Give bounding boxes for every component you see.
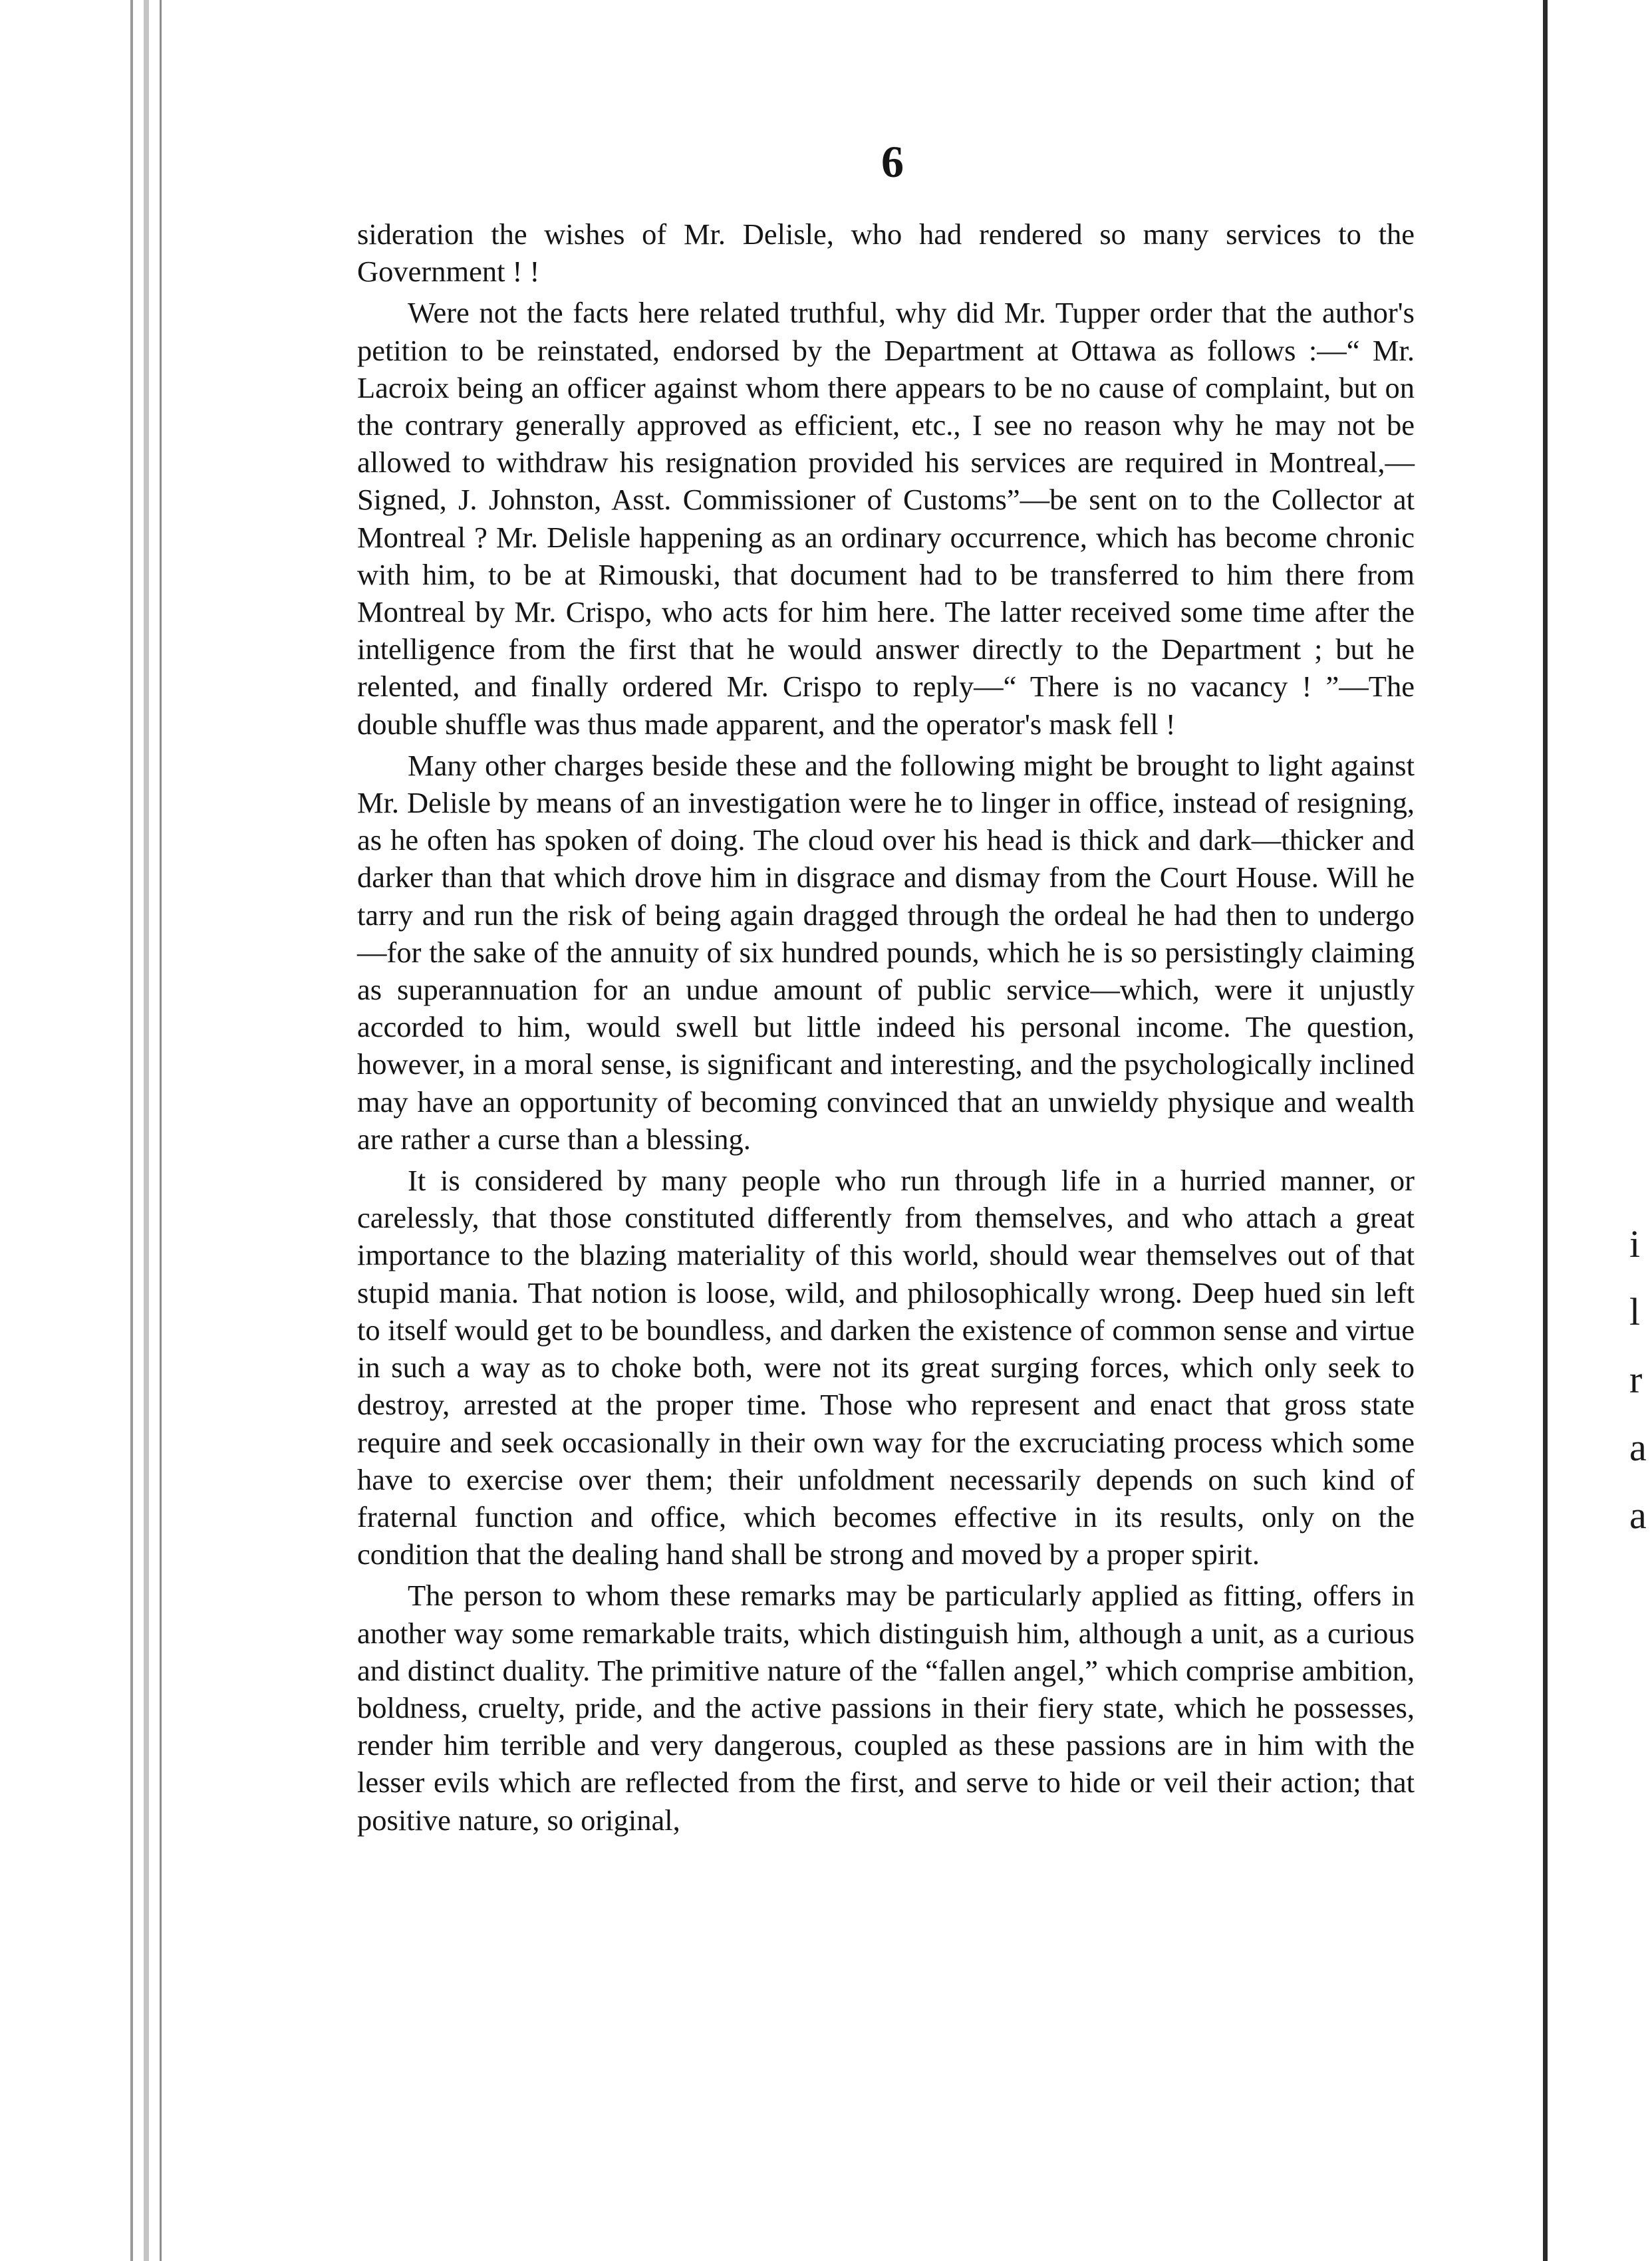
paragraph: Were not the facts here related truthful, why did Mr. Tupper order that the author's petition to be reinstated, endorsed by the Department at Ottawa as follows :—“ Mr. Lacroix being an officer against whom there appears to be no cause of complaint, but on the contrary generally approved as efficient, etc., I see no reason why he may not be allowed to withdraw his resignation provided his services are required in Montreal,—Signed, J. Johnston, Asst. Commissioner of Customs”—be sent on to the Collector at Montreal ? Mr. Delisle happening as an ordinary occurrence, which has become chronic with him, to be at Rimouski, that document had to be transferred to him there from Montreal by Mr. Crispo, who acts for him here. The latter received some time after the intelligence from the first that he would answer directly to the Department ; but he relented, and finally ordered Mr. Crispo to reply—“ There is no vacancy ! ”—The double shuffle was thus made apparent, and the operator's mask fell !: [357, 296, 1415, 741]
adjacent-fragment: l: [1629, 1290, 1641, 1333]
adjacent-fragment: a: [1629, 1426, 1647, 1469]
paragraph-continuation: sideration the wishes of Mr. Delisle, who had rendered so many services to the Government ! !: [357, 217, 1415, 289]
adjacent-page-strip: [1550, 0, 1652, 2261]
scan-binding-edge: [130, 0, 133, 2261]
scan-binding-shadow: [144, 0, 149, 2261]
adjacent-fragment: r: [1629, 1358, 1643, 1401]
body-text: [357, 215, 1415, 1843]
adjacent-fragment: i: [1629, 1222, 1641, 1265]
paragraph: The person to whom these remarks may be particularly applied as fitting, offers in another way some remarkable traits, which distinguish him, although a unit, as a curious and distinct duality. The primitive nature of the “fallen angel,” which comprise ambition, boldness, cruelty, pride, and the active passions in their fiery state, which he possesses, render him terrible and very dangerous, coupled as these passions are in him with the lesser evils which are reflected from the first, and serve to hide or veil their action; that positive nature, so original,: [357, 1579, 1415, 1837]
page-divider: [1543, 0, 1548, 2261]
page-number: 6: [881, 136, 904, 187]
adjacent-fragment: a: [1629, 1494, 1647, 1537]
adjacent-page-fragments: [1629, 1210, 1652, 1549]
paragraph: It is considered by many people who run through life in a hurried manner, or carelessly, that those constituted differently from themselves, and who attach a great importance to the blazing materiality of this world, should wear themselves out of that stupid mania. That notion is loose, wild, and philosophically wrong. Deep hued sin left to itself would get to be boundless, and darken the existence of common sense and virtue in such a way as to choke both, were not its great surging forces, which only seek to destroy, arrested at the proper time. Those who represent and enact that gross state require and seek occasionally in their own way for the excruciating process which some have to exercise over them; their unfoldment necessarily depends on such kind of fraternal function and office, which becomes effective in its results, only on the condition that the dealing hand shall be strong and moved by a proper spirit.: [357, 1164, 1415, 1571]
scan-binding-line: [160, 0, 162, 2261]
paragraph: Many other charges beside these and the following might be brought to light against Mr. Delisle by means of an investigation were he to linger in office, instead of resigning, as he often has spoken of doing. The cloud over his head is thick and dark—thicker and darker than that which drove him in disgrace and dismay from the Court House. Will he tarry and run the risk of being again dragged through the ordeal he had then to undergo—for the sake of the annuity of six hundred pounds, which he is so persistingly claiming as superannuation for an undue amount of public service—which, were it unjustly accorded to him, would swell but little indeed his personal income. The question, however, in a moral sense, is significant and interesting, and the psychologically inclined may have an opportunity of becoming convinced that an unwieldy physique and wealth are rather a curse than a blessing.: [357, 748, 1415, 1156]
